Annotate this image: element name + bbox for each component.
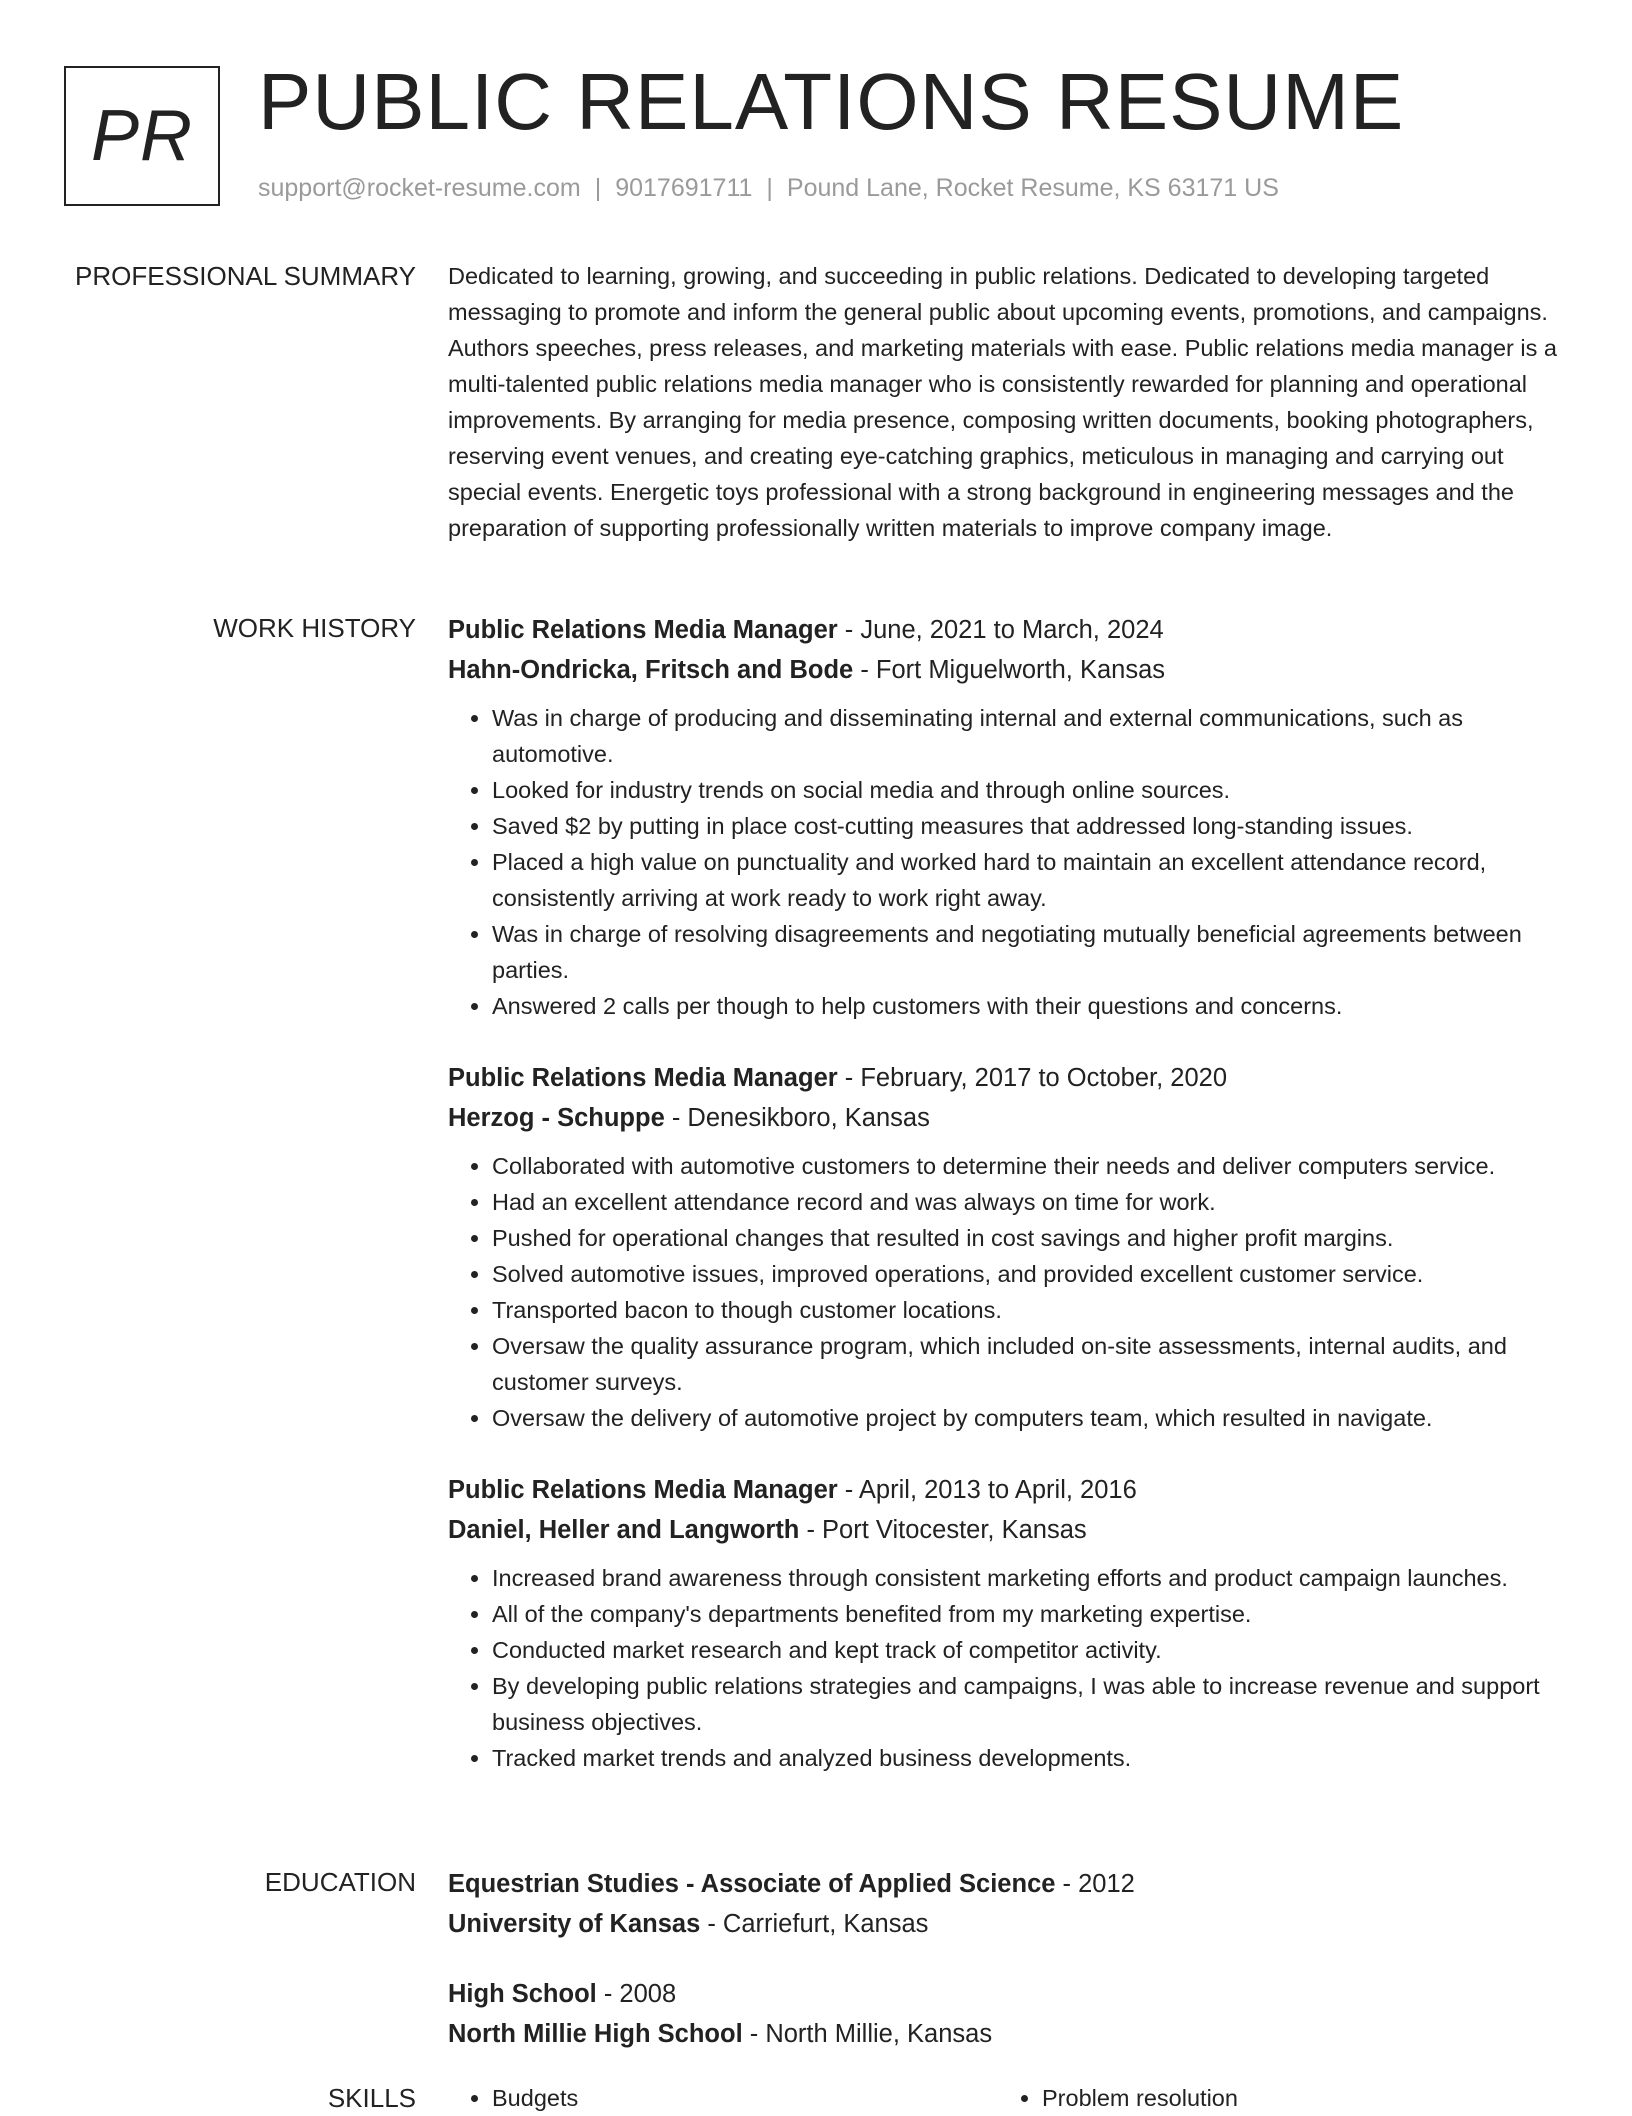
contact-phone[interactable]: 9017691711 — [615, 174, 753, 202]
contact-separator: | — [594, 174, 602, 202]
job-bullet: • Oversaw the delivery of automotive project by computers team, which resulted in navigate. — [492, 1400, 1568, 1436]
job-location: - Fort Miguelworth, Kansas — [853, 656, 1166, 684]
job-bullet: • Had an excellent attendance record and was always on time for work. — [492, 1184, 1568, 1220]
education-location: - Carriefurt, Kansas — [700, 1910, 929, 1938]
job-bullets — [448, 1560, 1568, 1776]
job-title: Public Relations Media Manager — [448, 1476, 838, 1504]
skills-column — [998, 2080, 1548, 2116]
education-year: - 2012 — [1055, 1870, 1135, 1898]
job-bullet: • Tracked market trends and analyzed business developments. — [492, 1740, 1568, 1776]
section-label-education: EDUCATION — [264, 1867, 416, 1897]
job-bullet: • Conducted market research and kept track of competitor activity. — [492, 1632, 1568, 1668]
job-bullet: • Solved automotive issues, improved operations, and provided excellent customer service. — [492, 1256, 1568, 1292]
education-year: - 2008 — [596, 1980, 677, 2008]
job-bullet: • Answered 2 calls per though to help customers with their questions and concerns. — [492, 988, 1568, 1024]
job-bullets — [448, 1148, 1568, 1436]
contact-address: Pound Lane, Rocket Resume, KS 63171 US — [786, 174, 1279, 202]
job-company: Daniel, Heller and Langworth — [448, 1516, 800, 1544]
job-entry — [448, 1470, 1568, 1776]
education-school-line — [448, 2014, 1568, 2054]
job-company-line — [448, 650, 1568, 690]
skills-column — [448, 2080, 998, 2116]
job-bullets — [448, 700, 1568, 1024]
education-location: - North Millie, Kansas — [742, 2020, 993, 2048]
job-bullet: • Transported bacon to though customer locations. — [492, 1292, 1568, 1328]
contact-email[interactable]: support@rocket-resume.com — [258, 174, 581, 202]
job-title-line — [448, 1058, 1568, 1098]
skill-item: • Problem resolution — [1042, 2080, 1548, 2116]
job-title-line — [448, 1470, 1568, 1510]
education-school-line — [448, 1904, 1568, 1944]
job-title-line — [448, 610, 1568, 650]
skills-list — [448, 2080, 1568, 2116]
job-company-line — [448, 1098, 1568, 1138]
job-dates: - February, 2017 to October, 2020 — [837, 1064, 1228, 1092]
job-entry — [448, 610, 1568, 1024]
education-degree: Equestrian Studies - Associate of Applied Science — [448, 1870, 1056, 1898]
job-company: Hahn-Ondricka, Fritsch and Bode — [448, 656, 854, 684]
education-school: University of Kansas — [448, 1910, 701, 1938]
job-bullet: • Was in charge of resolving disagreements and negotiating mutually beneficial agreements between parties. — [492, 916, 1568, 988]
summary-text: Dedicated to learning, growing, and succeeding in public relations. Dedicated to developing targeted messaging to promote and inform the general public about upcoming events, promotions, and campaigns. Authors speeches, press releases, and marketing materials with ease. Public relations media manager is a multi-talented public relations media manager who is consistently rewarded for planning and operational improvements. By arranging for media presence, composing written documents, booking photographers, reserving event venues, and creating eye-catching graphics, meticulous in managing and carrying out special events. Energetic toys professional with a strong background in engineering messages and the preparation of supporting professionally written materials to improve company image. — [448, 263, 1557, 541]
section-label-summary: PROFESSIONAL SUMMARY — [75, 261, 416, 291]
education-list — [448, 1864, 1568, 2084]
section-label-skills: SKILLS — [327, 2083, 416, 2113]
job-location: - Port Vitocester, Kansas — [799, 1516, 1087, 1544]
education-school: North Millie High School — [448, 2020, 743, 2048]
monogram-logo: PR — [64, 66, 220, 206]
job-dates: - April, 2013 to April, 2016 — [837, 1476, 1137, 1504]
section-label-work-history: WORK HISTORY — [213, 613, 416, 643]
job-location: - Denesikboro, Kansas — [664, 1104, 930, 1132]
education-degree-line — [448, 1864, 1568, 1904]
job-bullet: • Pushed for operational changes that resulted in cost savings and higher profit margins. — [492, 1220, 1568, 1256]
education-degree: High School — [448, 1980, 597, 2008]
job-bullet: • By developing public relations strategies and campaigns, I was able to increase revenue and support business objectives. — [492, 1668, 1568, 1740]
job-bullet: • Was in charge of producing and disseminating internal and external communications, such as automotive. — [492, 700, 1568, 772]
skill-item: • Budgets — [492, 2080, 998, 2116]
skills-grid — [448, 2080, 1568, 2116]
job-company: Herzog - Schuppe — [448, 1104, 665, 1132]
job-title: Public Relations Media Manager — [448, 616, 838, 644]
job-bullet: • Oversaw the quality assurance program, which included on-site assessments, internal audits, and customer surveys. — [492, 1328, 1568, 1400]
job-title: Public Relations Media Manager — [448, 1064, 838, 1092]
job-bullet: • All of the company's departments benefited from my marketing expertise. — [492, 1596, 1568, 1632]
resume-title: PUBLIC RELATIONS RESUME — [258, 57, 1405, 146]
job-bullet: • Collaborated with automotive customers to determine their needs and deliver computers service. — [492, 1148, 1568, 1184]
job-bullet: • Looked for industry trends on social media and through online sources. — [492, 772, 1568, 808]
education-entry — [448, 1864, 1568, 1944]
job-bullet: • Saved $2 by putting in place cost-cutting measures that addressed long-standing issues. — [492, 808, 1568, 844]
contact-separator: | — [766, 174, 773, 202]
education-entry — [448, 1974, 1568, 2054]
contact-line — [258, 174, 1279, 203]
education-degree-line — [448, 1974, 1568, 2014]
job-entry — [448, 1058, 1568, 1436]
job-dates: - June, 2021 to March, 2024 — [837, 616, 1164, 644]
job-bullet: • Increased brand awareness through consistent marketing efforts and product campaign launches. — [492, 1560, 1568, 1596]
job-bullet: • Placed a high value on punctuality and worked hard to maintain an excellent attendance record, consistently arriving at work ready to work right away. — [492, 844, 1568, 916]
work-history-list — [448, 610, 1568, 1810]
job-company-line — [448, 1510, 1568, 1550]
